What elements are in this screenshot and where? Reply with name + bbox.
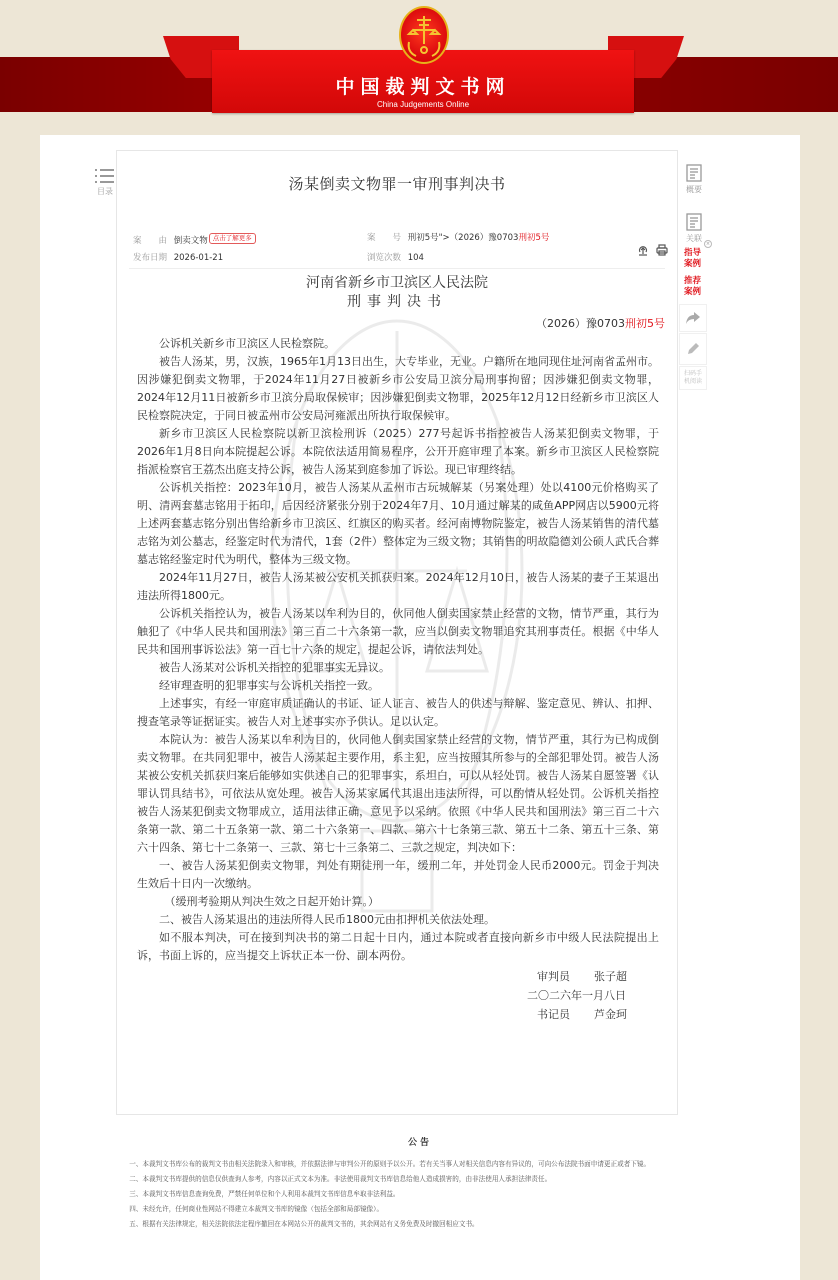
signature-judge bbox=[537, 967, 659, 986]
paragraph: 被告人汤某，男，汉族，1965年1月13日出生，大专毕业，无业。户籍所在地同现住址河南省孟州市。因涉嫌犯倒卖文物罪，于2024年11月27日被新乡市公安局卫滨分局刑事拘留；因涉嫌犯倒卖文物罪，2024年12月11日被新乡市卫滨分局取保候审；因涉嫌犯倒卖文物罪，2025年12月12日经新乡市卫滨区人民检察院决定，于同日被孟州市公安局河雍派出所执行取保候审。 bbox=[137, 355, 659, 422]
meta-views bbox=[367, 253, 424, 264]
edit-button[interactable] bbox=[679, 333, 707, 365]
paragraph: 公诉机关新乡市卫滨区人民检察院。 bbox=[159, 337, 335, 350]
guiding-cases-link[interactable]: 指导案例 bbox=[684, 248, 702, 269]
site-header bbox=[0, 0, 838, 115]
signature-date: 二〇二六年一月八日 bbox=[527, 989, 626, 1002]
signature-block bbox=[137, 967, 659, 1024]
toc-label: 目录 bbox=[97, 187, 113, 196]
related-label: 关联 bbox=[686, 234, 702, 243]
print-icon[interactable] bbox=[656, 241, 668, 260]
cause-label: 案 由 bbox=[133, 236, 168, 246]
judgment-body bbox=[137, 335, 659, 1024]
paragraph: 公诉机关指控：2023年10月，被告人汤某从孟州市古玩城解某（另案处理）处以4100元价格购买了明、清两套墓志铭用于拓印，后因经济紧张分别于2024年7月、10月通过解某的咸鱼APP网店以5900元将上述两套墓志铭分别出售给新乡市卫滨区、红旗区的购买者。经河南博物院鉴定，被告人汤某销售的清代墓志铭为刘公墓志，经鉴定时代为清代，1套（2件）整体定为三级文物；其销售的明故隐德刘公硕人武氏合葬墓志铭经鉴定时代为明代，整体为三级文物。 bbox=[137, 481, 659, 566]
paragraph: 经审理查明的犯罪事实与公诉机关指控一致。 bbox=[159, 679, 379, 692]
scan-qr-button[interactable]: 扫码手机阅读 bbox=[679, 366, 707, 390]
notice-item: 五、根据有关法律规定，相关法院依法定程序撤回在本网站公开的裁判文书的，其余网站有义务免费及时撤回相应文书。 bbox=[129, 1220, 479, 1228]
views-value: 104 bbox=[407, 253, 424, 263]
clerk-name: 芦金珂 bbox=[594, 1008, 627, 1021]
notice-list bbox=[116, 1157, 678, 1232]
clerk-title: 书记员 bbox=[537, 1008, 570, 1021]
recommended-cases-link[interactable]: 推荐案例 bbox=[684, 276, 702, 297]
meta-cause bbox=[133, 233, 256, 247]
judge-title: 审判员 bbox=[537, 970, 570, 983]
site-subtitle: China Judgements Online bbox=[376, 100, 470, 109]
paragraph: 本院认为：被告人汤某以牟利为目的，伙同他人倒卖国家禁止经营的文物，情节严重，其行为已构成倒卖文物罪。在共同犯罪中，被告人汤某起主要作用，系主犯，应当按照其所参与的全部犯罪处罚。被告人汤某被公安机关抓获归案后能够如实供述自己的犯罪事实，系坦白，可以从轻处罚。被告人汤某自愿签署《认罪认罚具结书》，可依法从宽处理。被告人汤某家属代其退出违法所得，可以酌情从轻处罚。公诉机关指控被告人汤某犯倒卖文物罪成立，适用法律正确，意见予以采纳。依照《中华人民共和国刑法》第三百二十六条第一款、第二十五条第一款、第二十六条第一、四款、第六十七条第三款、第五十二条、第五十三条、第六十四条、第七十二条第一、三款、第七十三条第二、三款之规定，判决如下： bbox=[137, 733, 659, 854]
share-arrow-icon bbox=[685, 311, 701, 325]
document-viewer bbox=[116, 150, 678, 1115]
case-no-prefix: 刑初5号">（2026）豫0703 bbox=[407, 233, 519, 243]
paragraph: 上述事实，有经一审庭审质证确认的书证、证人证言、被告人的供述与辩解、鉴定意见、辨认、扣押、搜查笔录等证据证实。被告人对上述事实亦予供认。足以认定。 bbox=[137, 697, 659, 728]
paragraph: 二、被告人汤某退出的违法所得人民币1800元由扣押机关依法处理。 bbox=[159, 913, 495, 926]
court-emblem-icon bbox=[399, 6, 449, 64]
notice-item: 二、本裁判文书库提供的信息仅供查询人参考，内容以正式文本为准。非法使用裁判文书库信息给他人造成损害的，由非法使用人承担法律责任。 bbox=[129, 1175, 552, 1183]
download-icon[interactable] bbox=[637, 241, 649, 260]
publish-date-label: 发布日期 bbox=[133, 253, 168, 263]
notice-item: 一、本裁判文书库公布的裁判文书由相关法院录入和审核，并依据法律与审判公开的原则予以公开。若有关当事人对相关信息内容有异议的，可向公布法院书面申请更正或者下镜。 bbox=[129, 1160, 651, 1168]
paragraph: 新乡市卫滨区人民检察院以新卫滨检刑诉（2025）277号起诉书指控被告人汤某犯倒卖文物罪，于2026年1月8日向本院提起公诉。本院依法适用简易程序，公开开庭审理了本案。新乡市卫滨区人民检察院指派检察官王荔杰出庭支持公诉，被告人汤某到庭参加了诉讼。现已审理终结。 bbox=[137, 427, 659, 476]
close-icon[interactable]: × bbox=[705, 241, 711, 247]
summary-label: 概要 bbox=[686, 185, 702, 194]
meta-case-no bbox=[367, 233, 549, 244]
judge-name: 张子超 bbox=[594, 970, 627, 983]
case-number-prefix: （2026）豫0703 bbox=[536, 317, 625, 330]
cause-value: 倒卖文物 bbox=[173, 236, 208, 246]
share-button[interactable] bbox=[679, 304, 707, 332]
paragraph: 2024年11月27日，被告人汤某被公安机关抓获归案。2024年12月10日，被告人汤某的妻子王某退出违法所得1800元。 bbox=[137, 571, 659, 602]
learn-more-tag[interactable]: 点击了解更多 bbox=[209, 233, 256, 244]
paragraph: 如不服本判决，可在接到判决书的第二日起十日内，通过本院或者直接向新乡市中级人民法院提出上诉，书面上诉的，应当提交上诉状正本一份、副本两份。 bbox=[137, 931, 659, 962]
paragraph: 公诉机关指控认为，被告人汤某以牟利为目的，伙同他人倒卖国家禁止经营的文物，情节严重，其行为触犯了《中华人民共和国刑法》第三百二十六条第一款，应当以倒卖文物罪追究其刑事责任。根据《中华人民共和国刑事诉讼法》第一百七十六条的规定，提起公诉，请依法判处。 bbox=[137, 607, 659, 656]
views-label: 浏览次数 bbox=[367, 253, 402, 263]
document-icon bbox=[686, 164, 702, 182]
case-number-red: 刑初5号 bbox=[625, 317, 665, 330]
document-title: 汤某倒卖文物罪一审刑事判决书 bbox=[288, 175, 506, 193]
notice-item: 三、本裁判文书库信息查询免费，严禁任何单位和个人利用本裁判文书库信息牟取非法利益。 bbox=[129, 1190, 400, 1198]
toc-button[interactable] bbox=[93, 168, 117, 197]
right-toolbar bbox=[678, 150, 710, 410]
paragraph: 被告人汤某对公诉机关指控的犯罪事实无异议。 bbox=[159, 661, 390, 674]
document-icon bbox=[686, 213, 702, 231]
signature-clerk bbox=[537, 1005, 659, 1024]
summary-button[interactable] bbox=[678, 164, 710, 195]
notice-title: 公告 bbox=[407, 1138, 432, 1148]
paragraph: （缓刑考验期从判决生效之日起开始计算。） bbox=[164, 895, 379, 908]
notice-item: 四、未经允许，任何商业性网站不得建立本裁判文书库的镜像（包括全部和局部镜像）。 bbox=[129, 1205, 384, 1213]
publish-date-value: 2026-01-21 bbox=[173, 253, 224, 263]
related-button[interactable] bbox=[678, 213, 710, 244]
case-no-label: 案 号 bbox=[367, 233, 402, 243]
case-number bbox=[536, 317, 665, 331]
case-no-red: 刑初5号 bbox=[518, 233, 550, 243]
court-name: 河南省新乡市卫滨区人民法院 bbox=[306, 275, 488, 291]
pencil-icon bbox=[685, 341, 701, 357]
paragraph: 一、被告人汤某犯倒卖文物罪，判处有期徒刑一年，缓刑二年，并处罚金人民币2000元。罚金于判决生效后十日内一次缴纳。 bbox=[137, 859, 659, 890]
meta-publish-date bbox=[133, 253, 223, 264]
doc-tools bbox=[635, 241, 668, 260]
meta-divider bbox=[129, 268, 665, 269]
list-numbered-icon bbox=[95, 168, 115, 186]
document-type: 刑事判决书 bbox=[347, 294, 447, 310]
site-title: 中国裁判文书网 bbox=[335, 76, 511, 98]
